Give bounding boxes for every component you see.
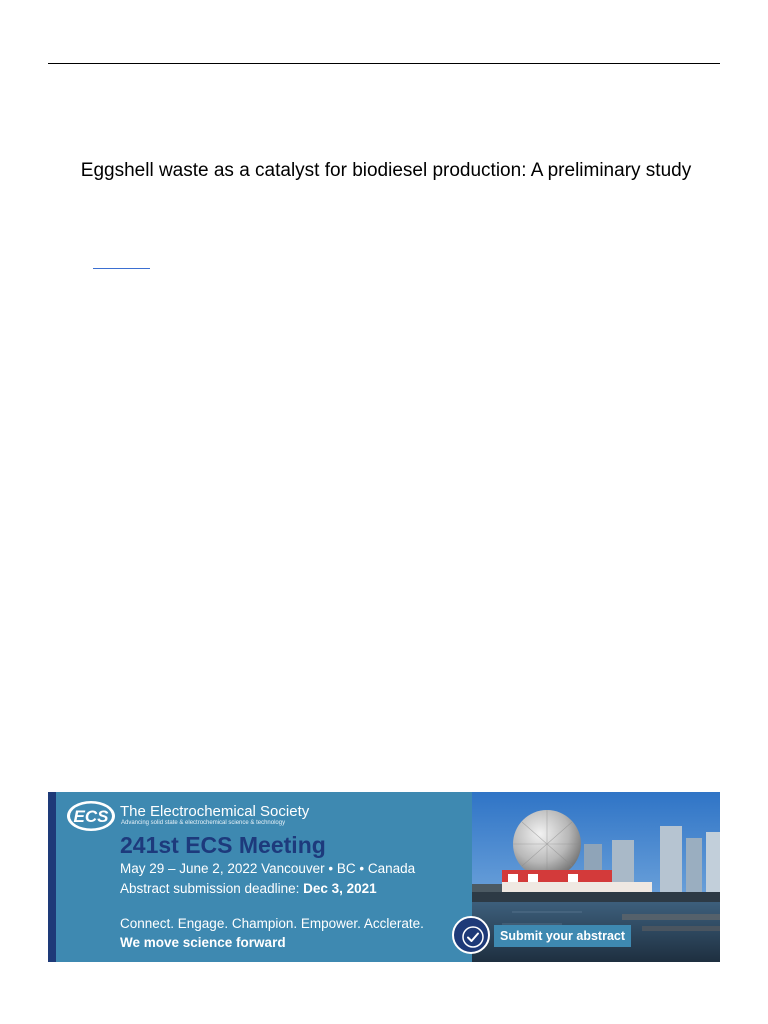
submit-abstract-label: Submit your abstract — [494, 925, 631, 947]
meeting-dates-location: May 29 – June 2, 2022 Vancouver • BC • Canada — [120, 861, 416, 876]
check-circle — [452, 916, 490, 954]
deadline-date: Dec 3, 2021 — [303, 881, 377, 896]
society-name: The Electrochemical Society — [120, 803, 310, 820]
deadline-label: Abstract submission deadline: — [120, 881, 304, 896]
ecs-logo-text: ECS — [73, 807, 109, 826]
meeting-title: 241st ECS Meeting — [120, 832, 326, 858]
check-icon — [462, 926, 484, 948]
banner-tagline: We move science forward — [120, 935, 286, 950]
ecs-logo-icon — [66, 800, 116, 832]
society-tagline: Advancing solid state & electrochemical science & technology — [121, 820, 286, 826]
ecs-meeting-banner[interactable] — [48, 792, 720, 962]
banner-accent-stripe — [48, 792, 56, 962]
submit-abstract-button[interactable] — [452, 916, 644, 956]
link-underline[interactable] — [93, 268, 150, 269]
submission-deadline — [120, 881, 377, 896]
banner-slogan: Connect. Engage. Champion. Empower. Acclerate. — [120, 916, 424, 931]
document-title: Eggshell waste as a catalyst for biodiesel production: A preliminary study — [80, 160, 692, 181]
header-rule — [48, 63, 720, 64]
